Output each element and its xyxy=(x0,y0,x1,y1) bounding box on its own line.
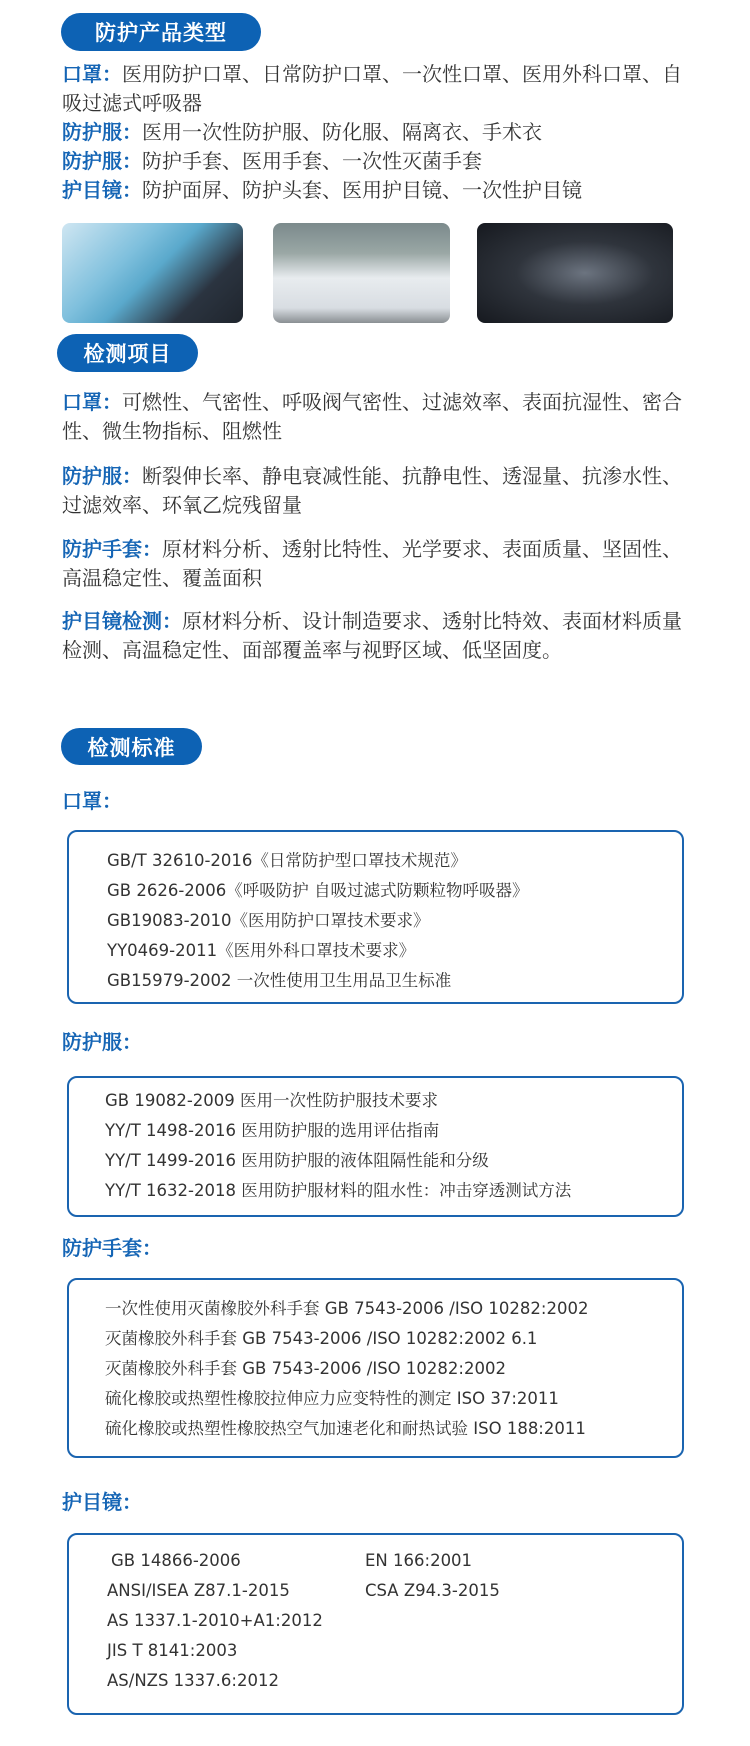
standard-item: EN 166:2001 xyxy=(365,1551,473,1570)
standard-item: YY/T 1499-2016 医用防护服的液体阻隔性能和分级 xyxy=(105,1151,489,1170)
standards-label-mask: 口罩： xyxy=(62,789,122,813)
standard-item: GB19083-2010《医用防护口罩技术要求》 xyxy=(107,911,430,930)
standard-item: 灭菌橡胶外科手套 GB 7543-2006 /ISO 10282:2002 6.1 xyxy=(105,1329,538,1348)
standard-item: GB 14866-2006 xyxy=(111,1551,241,1570)
section-title-product-types: 防护产品类型 xyxy=(61,13,261,51)
standard-item: YY0469-2011《医用外科口罩技术要求》 xyxy=(107,941,416,960)
standard-item: GB/T 32610-2016《日常防护型口罩技术规范》 xyxy=(107,851,467,870)
standards-box-gloves xyxy=(67,1278,684,1458)
standard-item: 硫化橡胶或热塑性橡胶拉伸应力应变特性的测定 ISO 37:2011 xyxy=(105,1389,559,1408)
type-gloves: 防护服：防护手套、医用手套、一次性灭菌手套 xyxy=(62,149,482,173)
section-title-test-items: 检测项目 xyxy=(57,334,198,372)
standards-label-suit: 防护服： xyxy=(62,1030,142,1054)
product-types-list xyxy=(62,60,682,205)
standard-item: GB 19082-2009 医用一次性防护服技术要求 xyxy=(105,1091,439,1110)
standard-item: JIS T 8141:2003 xyxy=(107,1641,238,1660)
standard-item: 一次性使用灭菌橡胶外科手套 GB 7543-2006 /ISO 10282:2002 xyxy=(105,1299,589,1318)
standards-box-mask xyxy=(67,830,684,1004)
section-title-standards: 检测标准 xyxy=(61,728,202,765)
standards-box-goggles xyxy=(67,1533,684,1715)
test-item-goggles: 护目镜检测：原材料分析、设计制造要求、透射比特效、表面材料质量检测、高温稳定性、面部覆盖率与视野区域、低坚固度。 xyxy=(62,609,682,662)
standard-item: GB15979-2002 一次性使用卫生用品卫生标准 xyxy=(107,971,452,990)
standard-item: ANSI/ISEA Z87.1-2015 xyxy=(107,1581,290,1600)
standard-item: AS 1337.1-2010+A1:2012 xyxy=(107,1611,323,1630)
standard-item: YY/T 1498-2016 医用防护服的选用评估指南 xyxy=(105,1121,440,1140)
standards-box-suit xyxy=(67,1076,684,1217)
mask-photo xyxy=(62,223,243,323)
goggles-photo xyxy=(477,223,673,323)
type-suit: 防护服：医用一次性防护服、防化服、隔离衣、手术衣 xyxy=(62,120,542,144)
type-goggles: 护目镜：防护面屏、防护头套、医用护目镜、一次性护目镜 xyxy=(62,178,582,202)
standard-item: AS/NZS 1337.6:2012 xyxy=(107,1671,279,1690)
standard-item: 灭菌橡胶外科手套 GB 7543-2006 /ISO 10282:2002 xyxy=(105,1359,506,1378)
standard-item: CSA Z94.3-2015 xyxy=(365,1581,500,1600)
standard-item: 硫化橡胶或热塑性橡胶热空气加速老化和耐热试验 ISO 188:2011 xyxy=(105,1419,586,1438)
standard-item: YY/T 1632-2018 医用防护服材料的阻水性：冲击穿透测试方法 xyxy=(105,1181,572,1200)
type-mask: 口罩：医用防护口罩、日常防护口罩、一次性口罩、医用外科口罩、自吸过滤式呼吸器 xyxy=(62,62,682,115)
protective-suit-photo xyxy=(273,223,450,323)
standard-item: GB 2626-2006《呼吸防护 自吸过滤式防颗粒物呼吸器》 xyxy=(107,881,529,900)
test-item-mask: 口罩：可燃性、气密性、呼吸阀气密性、过滤效率、表面抗湿性、密合性、微生物指标、阻燃性 xyxy=(62,390,682,443)
standards-label-goggles: 护目镜： xyxy=(62,1490,142,1514)
standards-label-gloves: 防护手套： xyxy=(62,1236,162,1260)
test-item-suit: 防护服：断裂伸长率、静电衰减性能、抗静电性、透湿量、抗渗水性、过滤效率、环氧乙烷残留量 xyxy=(62,464,682,517)
test-item-gloves: 防护手套：原材料分析、透射比特性、光学要求、表面质量、坚固性、高温稳定性、覆盖面积 xyxy=(62,537,682,590)
